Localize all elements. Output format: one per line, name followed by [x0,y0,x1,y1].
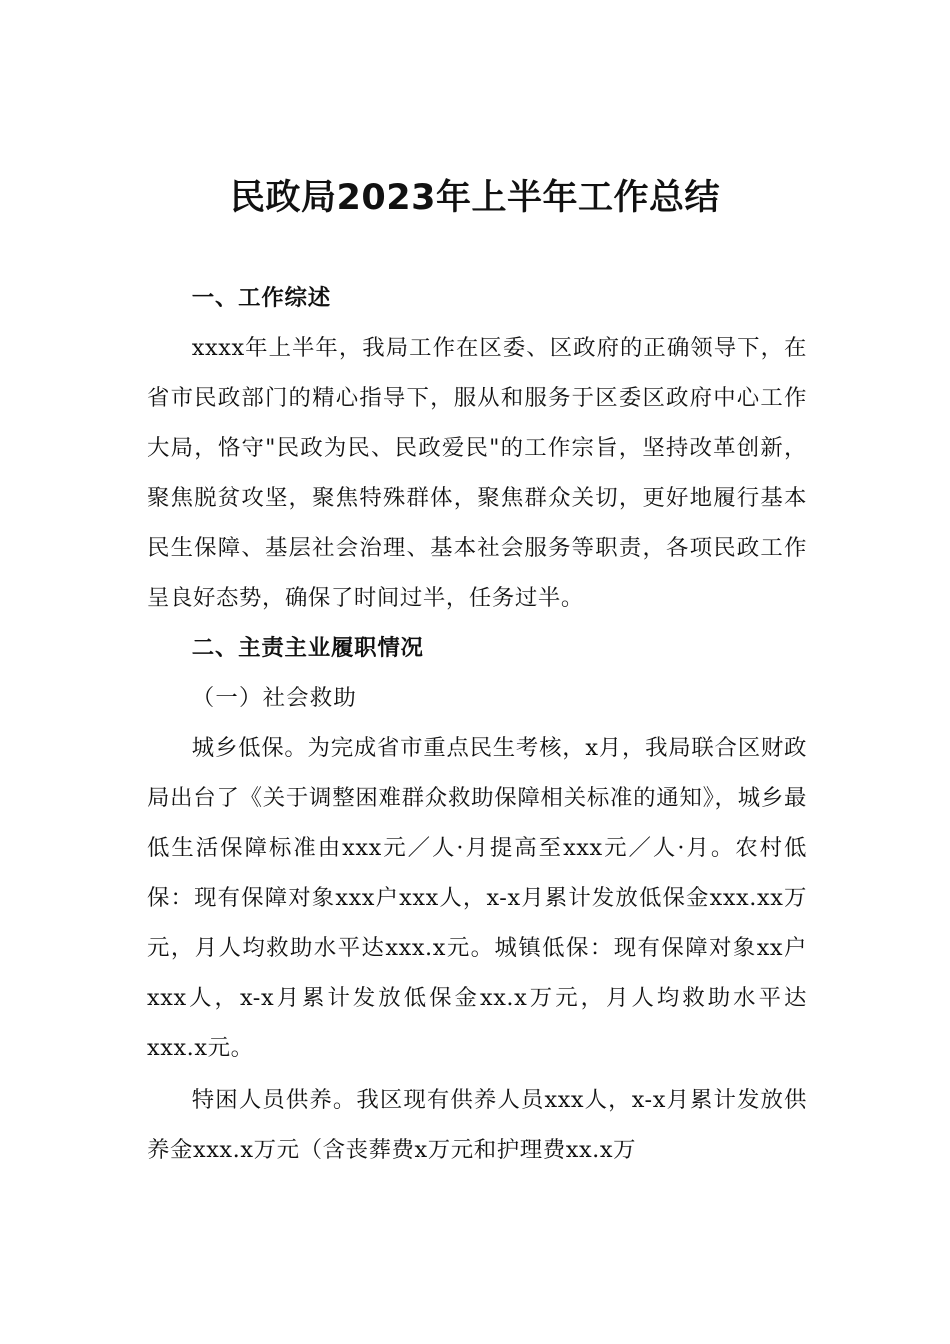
document-body [147,273,807,1175]
paragraph-work-overview: xxxx年上半年，我局工作在区委、区政府的正确领导下，在省市民政部门的精心指导下，服从和服务于区委区政府中心工作大局，恪守"民政为民、民政爱民"的工作宗旨，坚持改革创新，聚焦脱贫攻坚，聚焦特殊群体，聚焦群众关切，更好地履行基本民生保障、基层社会治理、基本社会服务等职责，各项民政工作呈良好态势，确保了时间过半，任务过半。 [147,335,807,611]
paragraph-special-hardship-support: 特困人员供养。我区现有供养人员xxx人，x-x月累计发放供养金xxx.x万元（含丧葬费x万元和护理费xx.x万 [147,1087,807,1163]
paragraph-urban-rural-subsistence: 城乡低保。为完成省市重点民生考核，x月，我局联合区财政局出台了《关于调整困难群众救助保障相关标准的通知》，城乡最低生活保障标准由xxx元／人·月提高至xxx元／人·月。农村低保：现有保障对象xxx户xxx人，x-x月累计发放低保金xxx.xx万元，月人均救助水平达xxx.x元。城镇低保：现有保障对象xx户xxx人，x-x月累计发放低保金xx.x万元，月人均救助水平达xxx.x元。 [147,735,807,1061]
document-title: 民政局2023年上半年工作总结 [230,178,720,218]
section-heading-main-duties: 二、主责主业履职情况 [191,635,424,661]
subsection-heading-social-assistance: （一）社会救助 [191,685,357,711]
section-heading-work-overview: 一、工作综述 [191,285,331,311]
